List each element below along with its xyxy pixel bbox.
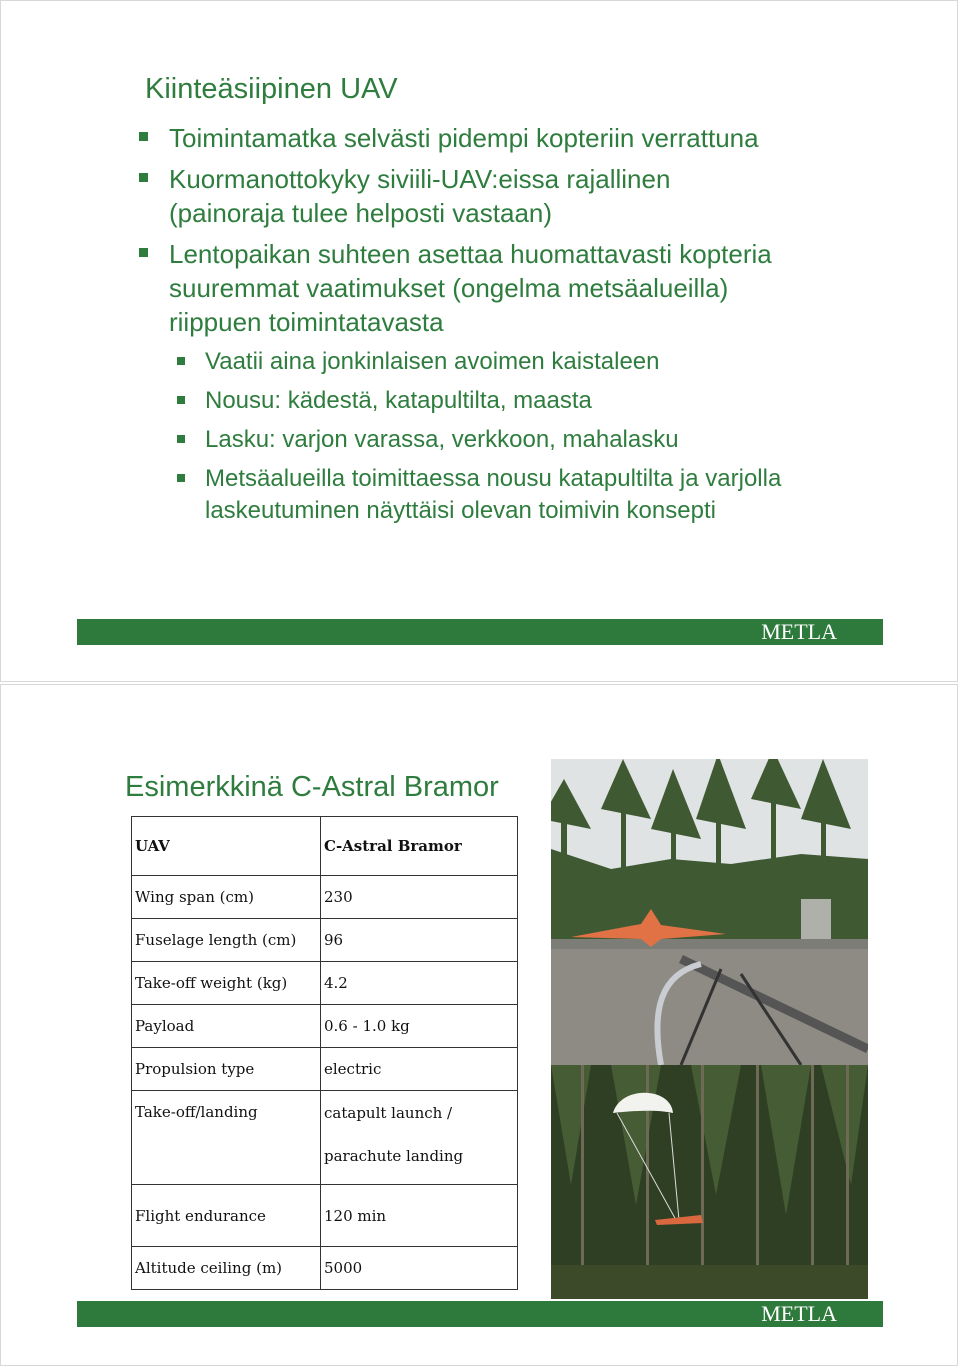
table-cell: catapult launch / parachute landing xyxy=(321,1091,518,1185)
table-cell: 120 min xyxy=(321,1185,518,1247)
table-row xyxy=(132,919,518,962)
footer-bar xyxy=(77,1301,883,1327)
bullet-list xyxy=(139,121,782,534)
bullet-item: Kuormanottokyky siviili-UAV:eissa rajallinen (painoraja tulee helposti vastaan) xyxy=(139,162,779,230)
parachute-landing-photo xyxy=(551,1065,868,1299)
table-cell: 230 xyxy=(321,876,518,919)
footer-logo-text: METLA xyxy=(761,1301,837,1326)
square-bullet-icon xyxy=(177,357,185,365)
table-cell: Fuselage length (cm) xyxy=(132,919,321,962)
footer-logo-text: METLA xyxy=(761,619,837,644)
square-bullet-icon xyxy=(177,396,185,404)
table-cell: 96 xyxy=(321,919,518,962)
square-bullet-icon xyxy=(177,474,185,482)
table-cell: 5000 xyxy=(321,1247,518,1290)
table-row xyxy=(132,1091,518,1185)
slide-2 xyxy=(0,684,958,1366)
sub-bullet-item: Nousu: kädestä, katapultilta, maasta xyxy=(139,385,779,417)
table-cell: Altitude ceiling (m) xyxy=(132,1247,321,1290)
square-bullet-icon xyxy=(177,435,185,443)
table-cell: Take-off/landing xyxy=(132,1091,321,1185)
uav-catapult-photo xyxy=(551,759,868,1065)
bullet-item: Toimintamatka selvästi pidempi kopteriin verrattuna xyxy=(139,121,779,155)
sub-bullet-item: Metsäalueilla toimittaessa nousu katapultilta ja varjolla laskeutuminen näyttäisi olevan toimivin konsepti xyxy=(139,463,805,527)
table-header-cell: UAV xyxy=(132,817,321,876)
slide-2-title: Esimerkkinä C-Astral Bramor xyxy=(125,771,499,803)
table-header-row xyxy=(132,817,518,876)
slide-1-title: Kiinteäsiipinen UAV xyxy=(145,73,398,105)
spec-table xyxy=(131,816,518,1290)
table-cell: 4.2 xyxy=(321,962,518,1005)
table-row xyxy=(132,1247,518,1290)
table-cell: Payload xyxy=(132,1005,321,1048)
table-cell: Take-off weight (kg) xyxy=(132,962,321,1005)
table-header-cell: C-Astral Bramor xyxy=(321,817,518,876)
table-row xyxy=(132,876,518,919)
square-bullet-icon xyxy=(139,132,148,141)
table-row xyxy=(132,1048,518,1091)
table-row xyxy=(132,1185,518,1247)
table-cell: Propulsion type xyxy=(132,1048,321,1091)
table-cell: Flight endurance xyxy=(132,1185,321,1247)
footer-bar xyxy=(77,619,883,645)
slide-1 xyxy=(0,0,958,682)
table-cell: 0.6 - 1.0 kg xyxy=(321,1005,518,1048)
sub-bullet-item: Vaatii aina jonkinlaisen avoimen kaistaleen xyxy=(139,346,779,378)
bullet-item: Lentopaikan suhteen asettaa huomattavasti kopteria suuremmat vaatimukset (ongelma metsäalueilla) riippuen toimintatavasta xyxy=(139,237,779,339)
table-cell: Wing span (cm) xyxy=(132,876,321,919)
table-cell: electric xyxy=(321,1048,518,1091)
sub-bullet-item: Lasku: varjon varassa, verkkoon, mahalasku xyxy=(139,424,779,456)
table-row xyxy=(132,962,518,1005)
square-bullet-icon xyxy=(139,173,148,182)
square-bullet-icon xyxy=(139,248,148,257)
table-row xyxy=(132,1005,518,1048)
